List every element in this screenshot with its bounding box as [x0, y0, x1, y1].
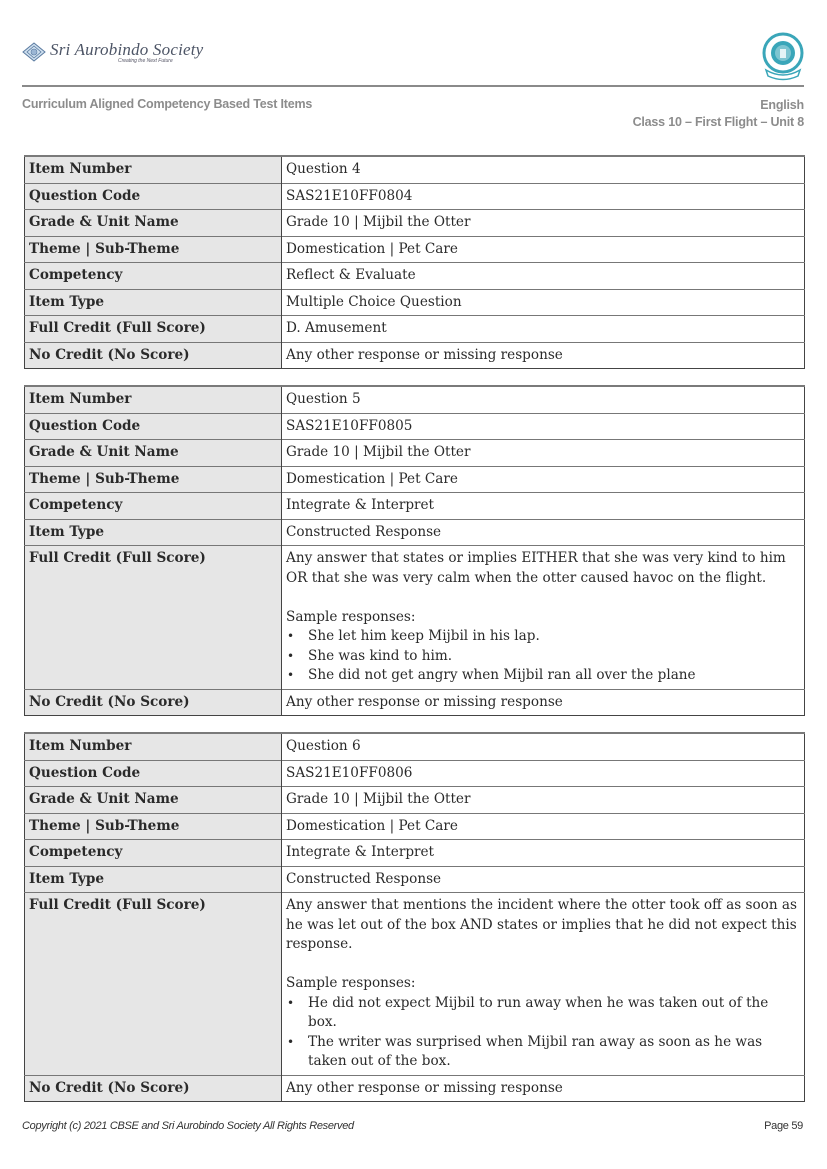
label-grade-unit: Grade & Unit Name	[25, 210, 282, 237]
label-competency: Competency	[25, 840, 282, 867]
value-question-code: SAS21E10FF0805	[282, 413, 805, 440]
table-row	[25, 342, 805, 369]
class-unit: Class 10 – First Flight – Unit 8	[632, 115, 804, 129]
list-item: • She let him keep Mijbil in his lap.	[286, 627, 800, 647]
table-row	[25, 289, 805, 316]
label-item-type: Item Type	[25, 289, 282, 316]
label-competency: Competency	[25, 493, 282, 520]
sas-emblem-icon	[22, 42, 46, 62]
table-row	[25, 787, 805, 814]
table-row	[25, 733, 805, 760]
label-full-credit: Full Credit (Full Score)	[25, 546, 282, 690]
sample-responses-heading: Sample responses:	[286, 608, 416, 625]
value-competency: Integrate & Interpret	[282, 840, 805, 867]
list-item: • She was kind to him.	[286, 647, 800, 667]
value-item-number: Question 6	[282, 733, 805, 760]
label-grade-unit: Grade & Unit Name	[25, 787, 282, 814]
value-item-number: Question 5	[282, 386, 805, 413]
subject-info	[633, 97, 804, 131]
label-full-credit: Full Credit (Full Score)	[25, 316, 282, 343]
sample-responses-list	[286, 994, 800, 1072]
label-competency: Competency	[25, 263, 282, 290]
sri-aurobindo-society-logo	[22, 36, 203, 68]
table-row	[25, 689, 805, 716]
table-row	[25, 440, 805, 467]
label-item-type: Item Type	[25, 519, 282, 546]
item-table-question-5	[24, 385, 805, 716]
value-item-type: Multiple Choice Question	[282, 289, 805, 316]
table-row	[25, 413, 805, 440]
value-full-credit	[282, 893, 805, 1076]
label-no-credit: No Credit (No Score)	[25, 342, 282, 369]
value-competency: Integrate & Interpret	[282, 493, 805, 520]
table-row	[25, 493, 805, 520]
value-no-credit: Any other response or missing response	[282, 689, 805, 716]
subject: English	[760, 98, 804, 112]
item-table-question-6	[24, 732, 805, 1102]
table-row	[25, 263, 805, 290]
sample-responses-heading: Sample responses:	[286, 975, 416, 991]
table-row	[25, 316, 805, 343]
value-grade-unit: Grade 10 | Mijbil the Otter	[282, 210, 805, 237]
item-table-question-4	[24, 155, 805, 369]
list-item: • The writer was surprised when Mijbil ran away as soon as he was taken out of the box.	[286, 1033, 800, 1072]
label-full-credit: Full Credit (Full Score)	[25, 893, 282, 1076]
table-row	[25, 183, 805, 210]
table-row	[25, 813, 805, 840]
label-question-code: Question Code	[25, 760, 282, 787]
label-item-number: Item Number	[25, 156, 282, 183]
table-row	[25, 386, 805, 413]
value-item-number: Question 4	[282, 156, 805, 183]
cbse-emblem-icon	[760, 32, 806, 82]
full-credit-description: Any answer that mentions the incident where the otter took off as soon as he was let out of the box AND states or implies that he did not expect this response.	[286, 897, 797, 952]
label-no-credit: No Credit (No Score)	[25, 1075, 282, 1102]
label-question-code: Question Code	[25, 413, 282, 440]
value-question-code: SAS21E10FF0804	[282, 183, 805, 210]
sample-responses-list	[286, 627, 800, 686]
label-no-credit: No Credit (No Score)	[25, 689, 282, 716]
value-competency: Reflect & Evaluate	[282, 263, 805, 290]
table-row	[25, 156, 805, 183]
value-full-credit: D. Amusement	[282, 316, 805, 343]
value-item-type: Constructed Response	[282, 866, 805, 893]
page-number: Page 59	[764, 1120, 803, 1132]
full-credit-description: Any answer that states or implies EITHER that she was very kind to him OR that she was very calm when the otter caused havoc on the flight.	[286, 550, 786, 586]
table-row	[25, 236, 805, 263]
value-item-type: Constructed Response	[282, 519, 805, 546]
value-theme: Domestication | Pet Care	[282, 236, 805, 263]
label-item-number: Item Number	[25, 386, 282, 413]
table-row	[25, 466, 805, 493]
value-no-credit: Any other response or missing response	[282, 1075, 805, 1102]
table-row	[25, 1075, 805, 1102]
label-grade-unit: Grade & Unit Name	[25, 440, 282, 467]
value-theme: Domestication | Pet Care	[282, 813, 805, 840]
value-full-credit	[282, 546, 805, 690]
table-row	[25, 760, 805, 787]
label-theme: Theme | Sub-Theme	[25, 813, 282, 840]
table-row	[25, 840, 805, 867]
list-item: • She did not get angry when Mijbil ran all over the plane	[286, 666, 800, 686]
table-row	[25, 210, 805, 237]
table-row	[25, 893, 805, 1076]
value-theme: Domestication | Pet Care	[282, 466, 805, 493]
header-divider	[22, 85, 804, 87]
org-tagline: Creating the Next Future	[118, 57, 173, 64]
table-row	[25, 519, 805, 546]
value-grade-unit: Grade 10 | Mijbil the Otter	[282, 787, 805, 814]
document-title: Curriculum Aligned Competency Based Test Items	[22, 97, 313, 111]
list-item: • He did not expect Mijbil to run away when he was taken out of the box.	[286, 994, 800, 1033]
label-item-number: Item Number	[25, 733, 282, 760]
copyright-notice: Copyright (c) 2021 CBSE and Sri Aurobindo Society All Rights Reserved	[22, 1120, 354, 1132]
value-question-code: SAS21E10FF0806	[282, 760, 805, 787]
cbse-emblem-logo	[760, 32, 806, 82]
value-grade-unit: Grade 10 | Mijbil the Otter	[282, 440, 805, 467]
org-name: Sri Aurobindo Society	[50, 39, 204, 59]
table-row	[25, 866, 805, 893]
label-theme: Theme | Sub-Theme	[25, 236, 282, 263]
label-question-code: Question Code	[25, 183, 282, 210]
label-theme: Theme | Sub-Theme	[25, 466, 282, 493]
value-no-credit: Any other response or missing response	[282, 342, 805, 369]
table-row	[25, 546, 805, 690]
label-item-type: Item Type	[25, 866, 282, 893]
